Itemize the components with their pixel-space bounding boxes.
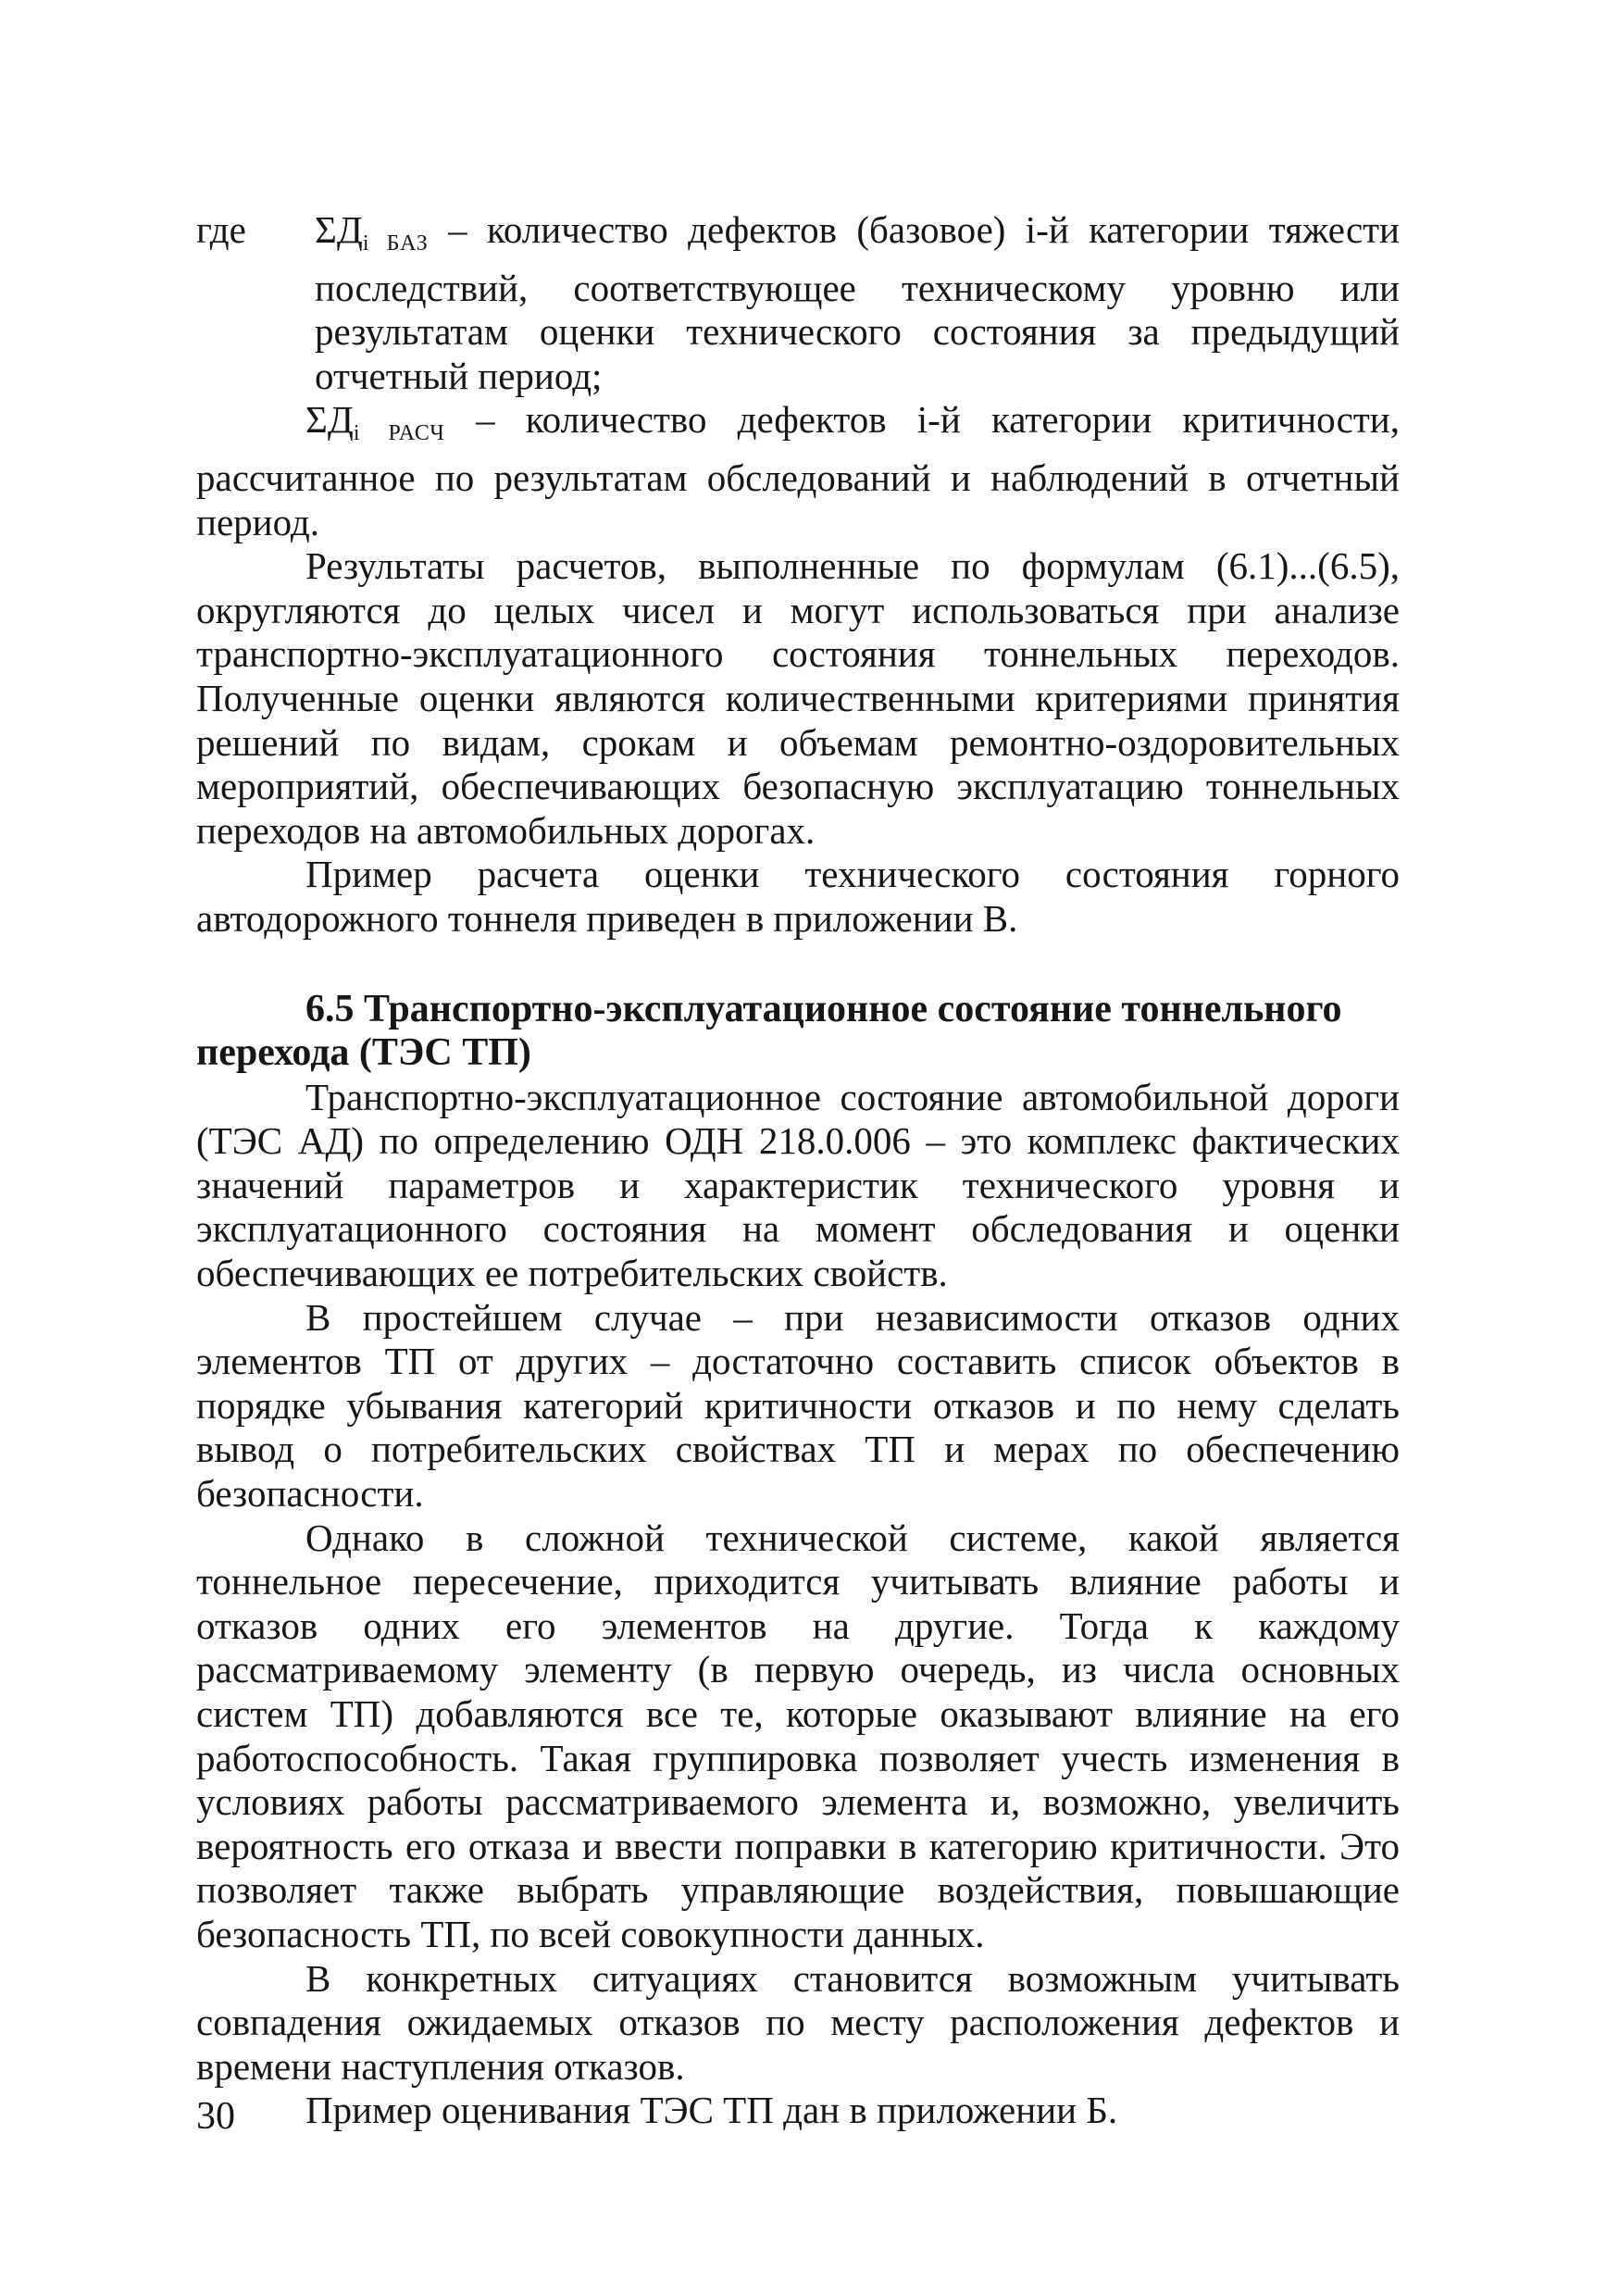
- paragraph: В конкретных ситуациях становится возможным учитывать совпадения ожидаемых отказов по месту расположения дефектов и времени наступления отказов.: [196, 1956, 1400, 2088]
- page-number: 30: [196, 2095, 235, 2138]
- paragraph: Пример расчета оценки технического состояния горного автодорожного тоннеля приведен в приложении В.: [196, 853, 1400, 940]
- definition-text-base: $\Sigma Д_{i БАЗ}$ – количество дефектов (базовое) i-й категории тяжести последствий, соответствующее техническому уровню или результатам оценки технического состояния за предыдущий отчетный период;: [315, 208, 1401, 397]
- paragraph: В простейшем случае – при независимости отказов одних элементов ТП от других – достаточно составить список объектов в порядке убывания категорий критичности отказов и по нему сделать вывод о потребительских свойствах ТП и мерах по обеспечению безопасности.: [196, 1295, 1400, 1516]
- formula-symbol-calc: $\Sigma Д_{i РАСЧ}$: [305, 398, 445, 446]
- definition-item-base: [196, 208, 1400, 398]
- formula-symbol-base: $\Sigma Д_{i БАЗ}$: [315, 208, 429, 256]
- paragraph: Однако в сложной технической системе, какой является тоннельное пересечение, приходится учитывать влияние работы и отказов одних его элементов на другие. Тогда к каждому рассматриваемому элементу (в первую очередь, из числа основных систем ТП) добавляются все те, которые оказывают влияние на его работоспособность. Такая группировка позволяет учесть изменения в условиях работы рассматриваемого элемента и, возможно, увеличить вероятность его отказа и ввести поправки в категорию критичности. Это позволяет также выбрать управляющие воздействия, повышающие безопасность ТП, по всей совокупности данных.: [196, 1516, 1400, 1955]
- definitions-list: [196, 208, 1400, 544]
- document-page: [196, 208, 1400, 2133]
- definition-item-calc: $\Sigma Д_{i РАСЧ}$ – количество дефектов i-й категории критичности, рассчитанное по результатам обследований и наблюдений в отчетный период.: [196, 398, 1400, 543]
- section-heading: 6.5 Транспортно-эксплуатационное состояние тоннельного перехода (ТЭС ТП): [196, 987, 1342, 1075]
- paragraph: Результаты расчетов, выполненные по формулам (6.1)...(6.5), округляются до целых чисел и могут использоваться при анализе транспортно-эксплуатационного состояния тоннельных переходов. Полученные оценки являются количественными критериями принятия решений по видам, срокам и объемам ремонтно-оздоровительных мероприятий, обеспечивающих безопасную эксплуатацию тоннельных переходов на автомобильных дорогах.: [196, 544, 1400, 852]
- paragraph: Транспортно-эксплуатационное состояние автомобильной дороги (ТЭС АД) по определению ОДН 218.0.006 – это комплекс фактических значений параметров и характеристик технического уровня и эксплуатационного состояния на момент обследования и оценки обеспечивающих ее потребительских свойств.: [196, 1075, 1400, 1295]
- definition-lead-word: где: [196, 208, 246, 251]
- section-spacer: [196, 942, 1400, 988]
- paragraph: Пример оценивания ТЭС ТП дан в приложении Б.: [305, 2089, 1118, 2132]
